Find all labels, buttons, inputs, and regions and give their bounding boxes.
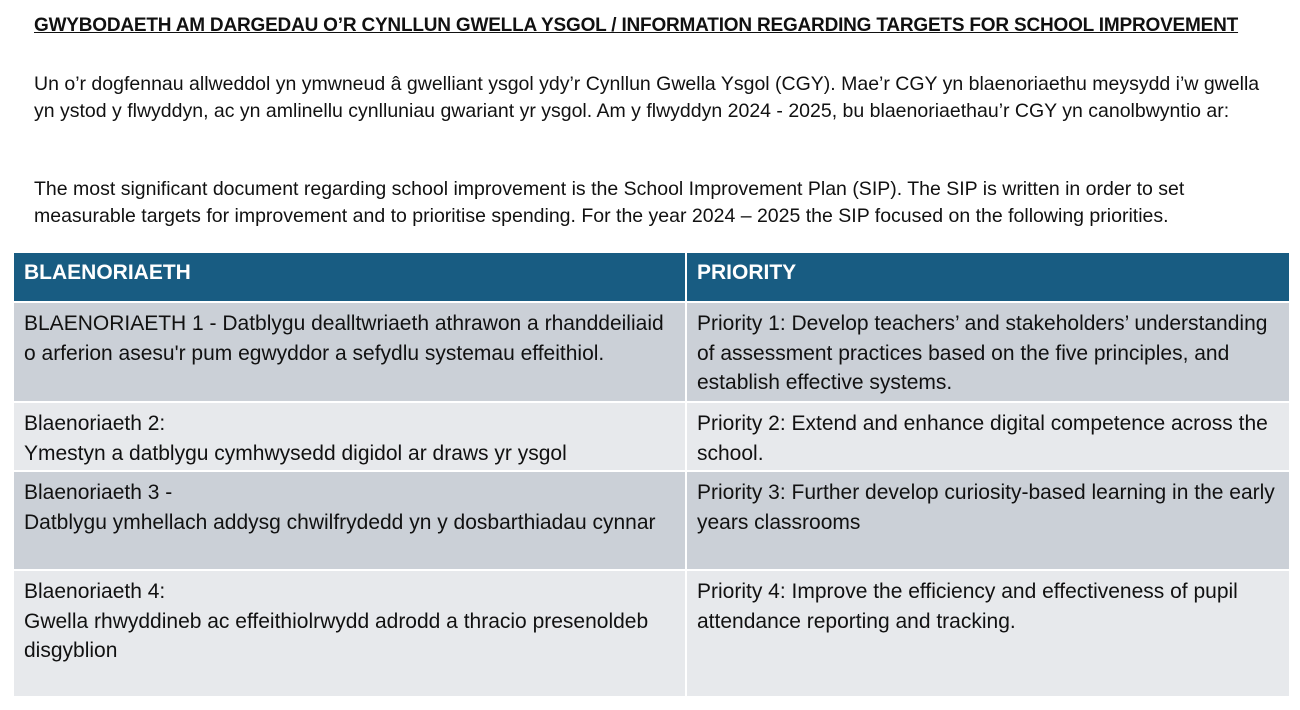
table-row: [14, 302, 1289, 402]
page-title: GWYBODAETH AM DARGEDAU O’R CYNLLUN GWELLA YSGOL / INFORMATION REGARDING TARGETS FOR SCHOOL IMPROVEMENT: [34, 15, 1239, 36]
header-blaenoriaeth: BLAENORIAETH: [14, 253, 686, 302]
priority-english-cell: Priority 1: Develop teachers’ and stakeholders’ understanding of assessment practices based on the five principles, and establish effective systems.: [686, 302, 1289, 402]
priority-english-cell: Priority 2: Extend and enhance digital competence across the school.: [686, 402, 1289, 471]
header-priority: PRIORITY: [686, 253, 1289, 302]
table-header-row: [14, 253, 1289, 302]
intro-paragraph-english: The most significant document regarding school improvement is the School Improvement Plan (SIP). The SIP is written in order to set measurable targets for improvement and to prioritise spending. For the year 2024 – 2025 the SIP focused on the following priorities.: [34, 178, 1185, 227]
priority-welsh-cell: Blaenoriaeth 3 - Datblygu ymhellach addysg chwilfrydedd yn y dosbarthiadau cynnar: [14, 471, 686, 570]
table-row: [14, 471, 1289, 570]
priority-english-cell: Priority 4: Improve the efficiency and effectiveness of pupil attendance reporting and tracking.: [686, 570, 1289, 697]
priority-welsh-cell: Blaenoriaeth 4: Gwella rhwyddineb ac effeithiolrwydd adrodd a thracio presenoldeb disgyblion: [14, 570, 686, 697]
priority-welsh-cell: Blaenoriaeth 2: Ymestyn a datblygu cymhwysedd digidol ar draws yr ysgol: [14, 402, 686, 471]
intro-paragraph-welsh: Un o’r dogfennau allweddol yn ymwneud â gwelliant ysgol ydy’r Cynllun Gwella Ysgol (CGY). Mae’r CGY yn blaenoriaethu meysydd i’w gwella yn ystod y flwyddyn, ac yn amlinellu cynlluniau gwariant yr ysgol. Am y flwyddyn 2024 - 2025, bu blaenoriaethau’r CGY yn canolbwyntio ar:: [34, 73, 1260, 122]
table-row: [14, 402, 1289, 471]
priority-welsh-cell: BLAENORIAETH 1 - Datblygu dealltwriaeth athrawon a rhanddeiliaid o arferion asesu'r pum egwyddor a sefydlu systemau effeithiol.: [14, 302, 686, 402]
priority-english-cell: Priority 3: Further develop curiosity-based learning in the early years classrooms: [686, 471, 1289, 570]
priorities-table: [14, 253, 1289, 698]
table-row: [14, 570, 1289, 697]
